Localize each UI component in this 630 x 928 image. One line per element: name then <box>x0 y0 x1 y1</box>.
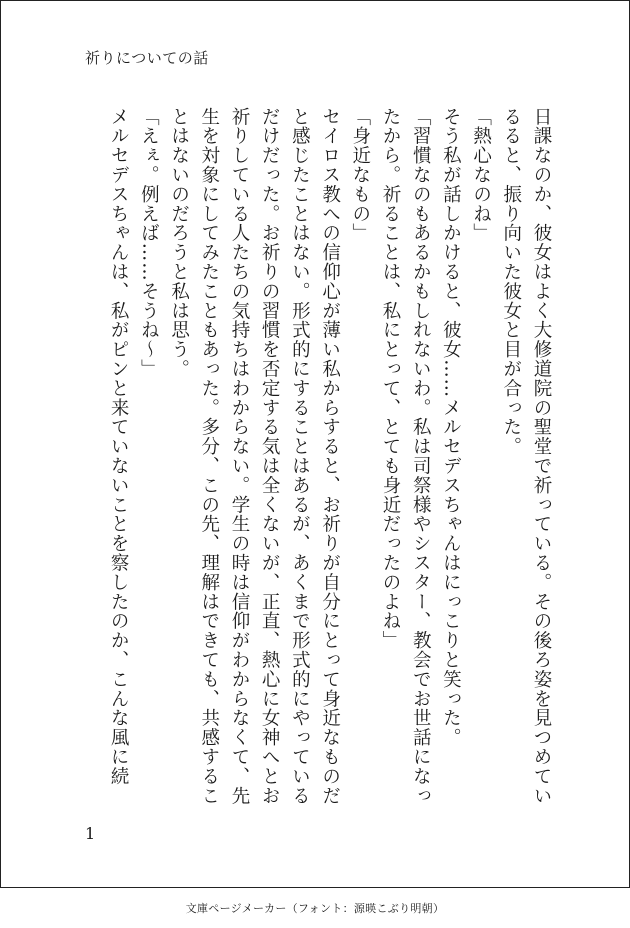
paragraph: 日課なのか、彼女はよく大修道院の聖堂で祈っている。その後ろ姿を見つめているると、振り向いた彼女と目が合った。 <box>500 107 552 806</box>
paragraph: セイロス教への信仰心が薄い私からすると、お祈りが自分にとって身近なものだと感じたことはない。形式的にすることはあるが、あくまで形式的にやっているだけだった。お祈りの習慣を否定する気は全くないが、正直、熱心に女神へとお祈りしている人たちの気持ちはわからない。学生の時は信仰がわからなくて、先生を対象にしてみたこともあった。多分、この先、理解はできても、共感することはないのだろうと私は思う。 <box>168 107 341 806</box>
body-text <box>103 107 556 807</box>
paragraph: メルセデスちゃんは、私がピンと来ていないことを察したのか、こんな風に続 <box>108 107 130 786</box>
paragraph: 「熱心なのね」 <box>470 107 492 243</box>
page-number: 1 <box>85 824 96 843</box>
footer-credit: 文庫ページメーカー（フォント：源暎こぶり明朝） <box>185 902 445 915</box>
paragraph: 「えぇ。例えば……そうね～」 <box>138 107 160 379</box>
page-title: 祈りについての話 <box>85 49 209 67</box>
paragraph: 「身近なもの」 <box>349 107 371 243</box>
paragraph: 「習慣なのもあるかもしれないわ。私は司祭様やシスター、教会でお世話になったから。祈ることは、私にとって、とても身近だったのよね」 <box>379 107 432 806</box>
paragraph: そう私が話しかけると、彼女……メルセデスちゃんはにっこりと笑った。 <box>440 107 462 748</box>
